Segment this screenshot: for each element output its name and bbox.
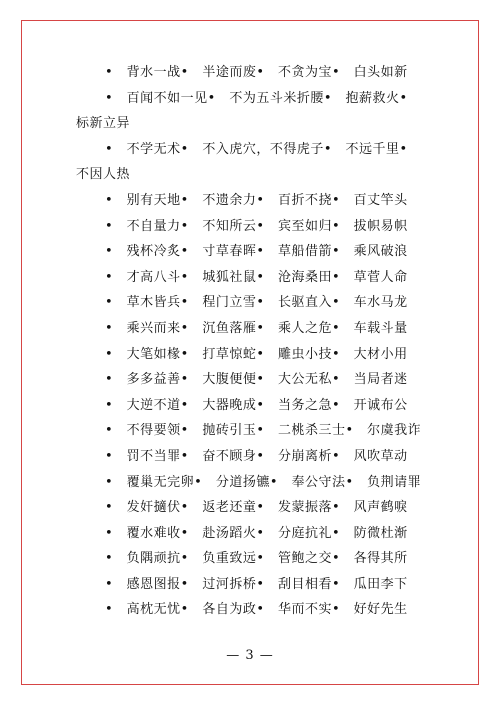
idiom-line: • 不得要领• 抛砖引玉• 二桃杀三士• 尔虞我诈 xyxy=(105,423,422,439)
idiom-line: • 罚不当罪• 奋不顾身• 分崩离析• 风吹草动 xyxy=(105,448,408,464)
idiom-line: • 覆水难收• 赴汤蹈火• 分庭抗礼• 防微杜渐 xyxy=(105,525,408,541)
idiom-line: • 不学无术• 不入虎穴，不得虎子• 不远千里• xyxy=(105,141,408,157)
idiom-line: • 不自量力• 不知所云• 宾至如归• 拔帜易帜 xyxy=(105,218,408,234)
idiom-line: 标新立异 xyxy=(76,116,131,132)
idiom-line: • 负隅顽抗• 负重致远• 管鲍之交• 各得其所 xyxy=(105,551,408,567)
idiom-line: • 感恩图报• 过河拆桥• 刮目相看• 瓜田李下 xyxy=(105,576,408,592)
idiom-line: • 残杯冷炙• 寸草春晖• 草船借箭• 乘风破浪 xyxy=(105,244,408,260)
idiom-line: • 百闻不如一见• 不为五斗米折腰• 抱薪救火• xyxy=(105,90,408,106)
idiom-line: • 覆巢无完卵• 分道扬镳• 奉公守法• 负荆请罪 xyxy=(105,474,422,490)
idiom-line: • 乘兴而来• 沉鱼落雁• 乘人之危• 车载斗量 xyxy=(105,320,408,336)
idiom-line: • 草木皆兵• 程门立雪• 长驱直入• 车水马龙 xyxy=(105,295,408,311)
idiom-line: • 多多益善• 大腹便便• 大公无私• 当局者迷 xyxy=(105,372,408,388)
idiom-line: • 高枕无忧• 各自为政• 华而不实• 好好先生 xyxy=(105,602,408,618)
idiom-line: • 大笔如椽• 打草惊蛇• 雕虫小技• 大材小用 xyxy=(105,346,408,362)
idiom-line: 不因人热 xyxy=(76,167,131,183)
idiom-line: • 发奸擿伏• 返老还童• 发蒙振落• 风声鹤唳 xyxy=(105,500,408,516)
idiom-line: • 才高八斗• 城狐社鼠• 沧海桑田• 草菅人命 xyxy=(105,269,408,285)
page-number: — 3 — xyxy=(226,648,274,663)
document-body xyxy=(76,60,432,623)
idiom-line: • 别有天地• 不遗余力• 百折不挠• 百丈竿头 xyxy=(105,192,408,208)
idiom-line: • 大逆不道• 大器晚成• 当务之急• 开诚布公 xyxy=(105,397,408,413)
idiom-line: • 背水一战• 半途而废• 不贪为宝• 白头如新 xyxy=(105,65,408,80)
